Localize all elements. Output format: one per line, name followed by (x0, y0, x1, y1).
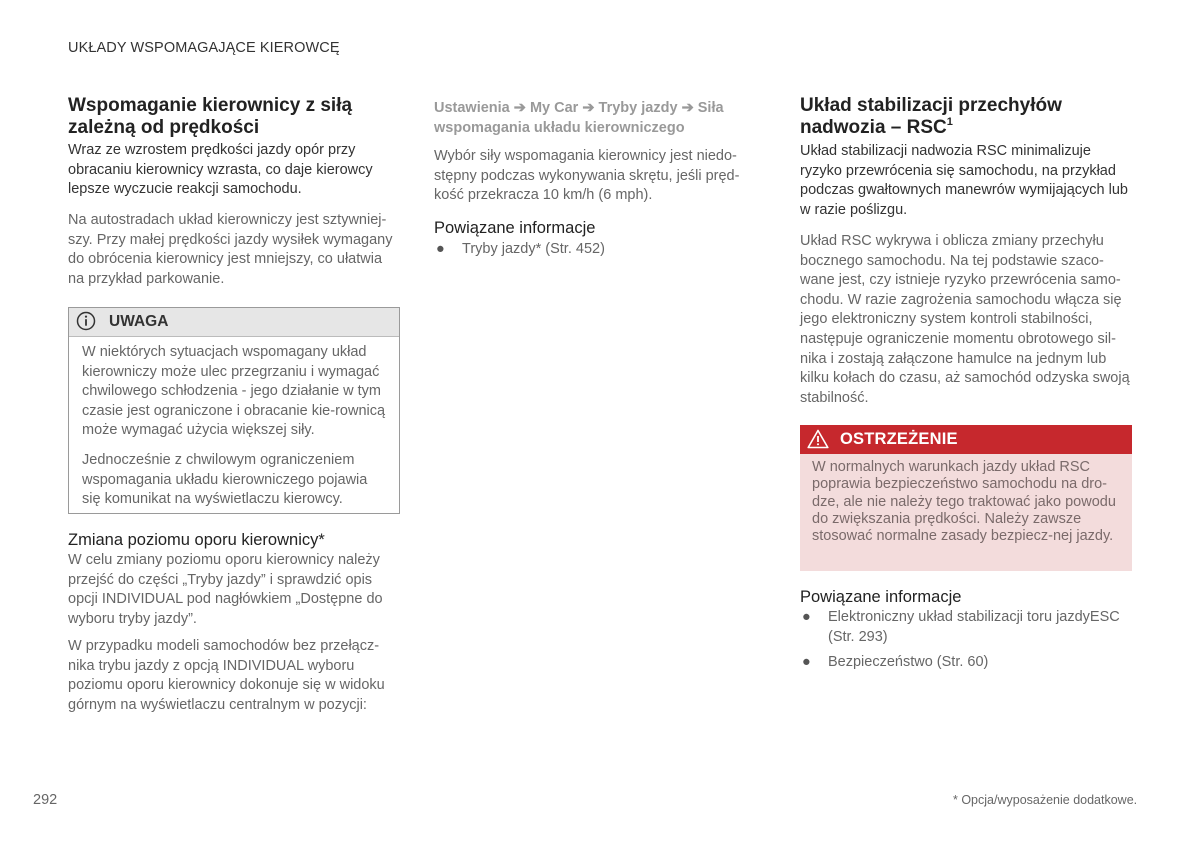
section-heading-text: Układ stabilizacji przechyłów nadwozia – RSC (800, 95, 1062, 138)
body-paragraph: Układ RSC wykrywa i oblicza zmiany przechyłu bocznego samochodu. Na tej podstawie szaco-wane jest, czy istnieje ryzyko przewrócenia samo-chodu. W razie zagrożenia samochodu włącza się jego elektroniczny system kontroli stabilności, następuje ograniczenie momentu obrotowego sil-nika i zostają załączone hamulce na jednym lub kilku kołach do czasu, aż samochód odzyska swoją stabilność. (800, 233, 1130, 406)
note-header (69, 308, 399, 337)
section-heading (800, 95, 1100, 139)
warning-title: OSTRZEŻENIE (840, 430, 958, 448)
lead-paragraph: Wraz ze wzrostem prędkości jazdy opór przy obracaniu kierownicy wzrasta, co daje kierowcy lepsze wyczucie reakcji samochodu. (68, 142, 373, 198)
arrow-right-icon: ➔ (582, 100, 595, 116)
section-heading: Wspomaganie kierownicy z siłą zależną od prędkości (68, 95, 353, 138)
related-link-label: Bezpieczeństwo (Str. 60) (828, 654, 989, 671)
page-header: UKŁADY WSPOMAGAJĄCE KIEROWCĘ (68, 40, 340, 56)
related-link-label: Elektroniczny układ stabilizacji toru jazdyESC (Str. 293) (828, 609, 1120, 645)
note-paragraph: Jednocześnie z chwilowym ograniczeniem wspomagania układu kierowniczego pojawia się komunikat na wyświetlaczu kierowcy. (82, 451, 368, 508)
related-heading: Powiązane informacje (434, 219, 596, 237)
related-heading: Powiązane informacje (800, 588, 962, 606)
note-paragraph: W niektórych sytuacjach wspomagany układ kierowniczy może ulec przegrzaniu i wymagać chwilowego schłodzenia - jego działanie w tym czasie jest ograniczone i obracanie kie-rownicą może wymagać użycia większej siły. (82, 344, 386, 439)
note-body (69, 337, 399, 520)
related-link[interactable] (800, 653, 1133, 673)
body-paragraph: W przypadku modeli samochodów bez przełącz-nika trybu jazdy z opcją INDIVIDUAL wyboru poziomu oporu kierownicy dokonuje się w widoku górnym na wyświetlaczu centralnym w pozycji: (68, 638, 385, 713)
warning-header (800, 425, 1132, 454)
arrow-right-icon: ➔ (681, 100, 694, 116)
note-title: UWAGA (109, 313, 169, 330)
bullet-icon: ● (436, 241, 445, 257)
bullet-icon: ● (802, 654, 811, 671)
info-icon (76, 311, 96, 331)
menu-path-item: My Car (529, 100, 579, 116)
footnote-marker: 1 (946, 115, 953, 128)
subheading: Zmiana poziomu oporu kierownicy* (68, 531, 325, 549)
footnote: * Opcja/wyposażenie dodatkowe. (953, 793, 1138, 807)
menu-path-item: Tryby jazdy (598, 100, 678, 116)
related-link-label: Tryby jazdy* (Str. 452) (462, 241, 605, 257)
warning-box (800, 425, 1132, 571)
menu-path-item: Siła wspomagania układu kierowniczego (434, 100, 724, 136)
menu-path (434, 99, 749, 138)
related-list (800, 608, 1133, 673)
body-paragraph: Na autostradach układ kierowniczy jest sztywniej-szy. Przy małej prędkości jazdy wysiłek wymagany do obrócenia kierownicy jest mniejszy, co ułatwia na przykład parkowanie. (68, 212, 393, 287)
warning-triangle-icon (807, 429, 829, 449)
related-list (434, 240, 749, 260)
arrow-right-icon: ➔ (513, 100, 526, 116)
page-number: 292 (33, 792, 58, 808)
note-box (68, 307, 400, 514)
warning-body (800, 454, 1132, 555)
related-link[interactable] (434, 240, 749, 260)
related-link[interactable] (800, 608, 1133, 647)
body-paragraph: W celu zmiany poziomu oporu kierownicy należy przejść do części „Tryby jazdy” i sprawdzić opis opcji INDIVIDUAL pod nagłówkiem „Dostępne do wyboru tryby jazdy”. (68, 552, 383, 627)
body-paragraph: Wybór siły wspomagania kierownicy jest niedo-stępny podczas wykonywania skrętu, jeśli pręd-kość przekracza 10 km/h (6 mph). (434, 148, 740, 204)
lead-paragraph: Układ stabilizacji nadwozia RSC minimalizuje ryzyko przewrócenia się samochodu, na przykład podczas gwałtownych manewrów wymijających lub w razie poślizgu. (800, 143, 1128, 218)
menu-path-item: Ustawienia (434, 100, 510, 116)
warning-text: W normalnych warunkach jazdy układ RSC poprawia bezpieczeństwo samochodu na dro-dze, ale nie należy tego traktować jako powodu do zwiększania prędkości. Należy zawsze stosować normalne zasady bezpiecz-nej jazdy. (812, 459, 1116, 545)
bullet-icon: ● (802, 609, 811, 625)
